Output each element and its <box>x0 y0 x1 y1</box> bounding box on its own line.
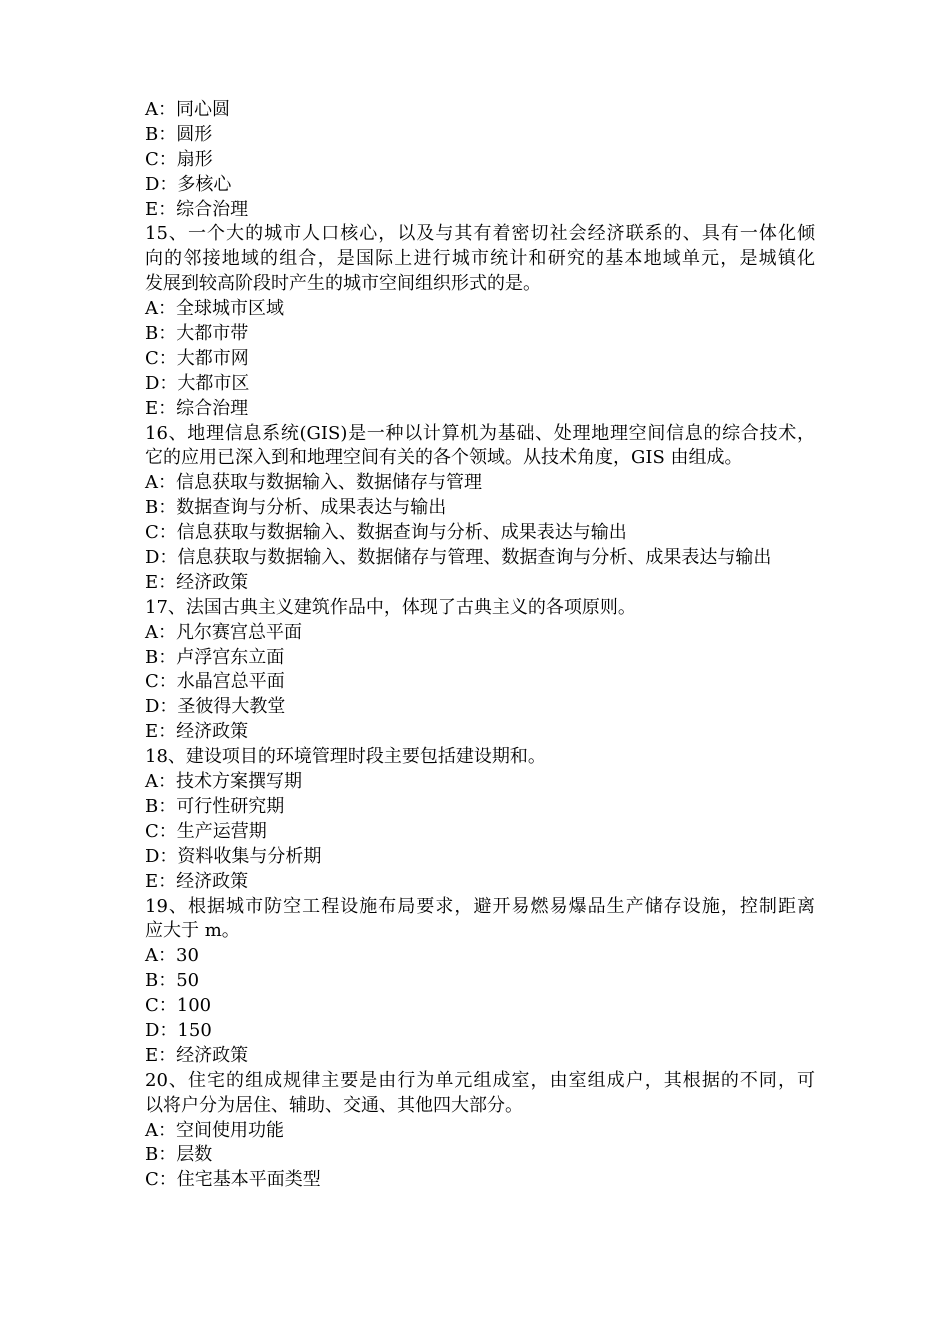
question-text-line: 19、根据城市防空工程设施布局要求，避开易燃易爆品生产储存设施，控制距离 <box>145 895 815 917</box>
document-page <box>145 98 815 1193</box>
answer-option: C：生产运营期 <box>145 820 267 842</box>
answer-option: E：经济政策 <box>145 721 249 743</box>
answer-option: C：100 <box>145 995 212 1017</box>
question-text-line: 18、建设项目的环境管理时段主要包括建设期和。 <box>145 746 546 768</box>
answer-option: D：大都市区 <box>145 372 250 394</box>
answer-option: B：卢浮宫东立面 <box>145 646 285 668</box>
answer-option: E：综合治理 <box>145 397 249 419</box>
answer-option: A：30 <box>145 945 199 967</box>
question-text-line: 向的邻接地域的组合，是国际上进行城市统计和研究的基本地域单元，是城镇化 <box>145 248 815 270</box>
answer-option: D：资料收集与分析期 <box>145 845 322 867</box>
answer-option: A：技术方案撰写期 <box>145 771 302 793</box>
answer-option: D：圣彼得大教堂 <box>145 696 286 718</box>
answer-option: B：数据查询与分析、成果表达与输出 <box>145 497 447 519</box>
answer-option: D：150 <box>145 1019 212 1041</box>
answer-option: A：信息获取与数据输入、数据储存与管理 <box>145 472 482 494</box>
question-text-line: 15、一个大的城市人口核心，以及与其有着密切社会经济联系的、具有一体化倾 <box>145 223 815 245</box>
answer-option: B：圆形 <box>145 123 213 145</box>
answer-option: C：扇形 <box>145 148 213 170</box>
question-text-line: 以将户分为居住、辅助、交通、其他四大部分。 <box>145 1094 523 1116</box>
answer-option: D：多核心 <box>145 173 232 195</box>
answer-option: B：层数 <box>145 1144 213 1166</box>
answer-option: C：大都市网 <box>145 347 249 369</box>
answer-option: E：经济政策 <box>145 571 249 593</box>
answer-option: A：全球城市区域 <box>145 298 284 320</box>
answer-option: B：可行性研究期 <box>145 795 285 817</box>
answer-option: C：住宅基本平面类型 <box>145 1169 321 1191</box>
answer-option: B：50 <box>145 970 200 992</box>
question-text-line: 20、住宅的组成规律主要是由行为单元组成室，由室组成户，其根据的不同，可 <box>145 1069 815 1091</box>
question-text-line: 16、地理信息系统(GIS)是一种以计算机为基础、处理地理空间信息的综合技术， <box>145 422 815 444</box>
answer-option: E：综合治理 <box>145 198 249 220</box>
question-text-line: 发展到较高阶段时产生的城市空间组织形式的是。 <box>145 273 541 295</box>
answer-option: D：信息获取与数据输入、数据储存与管理、数据查询与分析、成果表达与输出 <box>145 547 772 569</box>
question-text-line: 应大于 m。 <box>145 920 240 942</box>
answer-option: C：水晶宫总平面 <box>145 671 285 693</box>
question-text-line: 17、法国古典主义建筑作品中，体现了古典主义的各项原则。 <box>145 596 636 618</box>
question-text-line: 它的应用已深入到和地理空间有关的各个领域。从技术角度，GIS 由组成。 <box>145 447 743 469</box>
answer-option: A：凡尔赛宫总平面 <box>145 621 302 643</box>
answer-option: C：信息获取与数据输入、数据查询与分析、成果表达与输出 <box>145 522 627 544</box>
answer-option: E：经济政策 <box>145 870 249 892</box>
answer-option: A：空间使用功能 <box>145 1119 284 1141</box>
answer-option: B：大都市带 <box>145 323 249 345</box>
answer-option: E：经济政策 <box>145 1044 249 1066</box>
answer-option: A：同心圆 <box>145 99 230 120</box>
